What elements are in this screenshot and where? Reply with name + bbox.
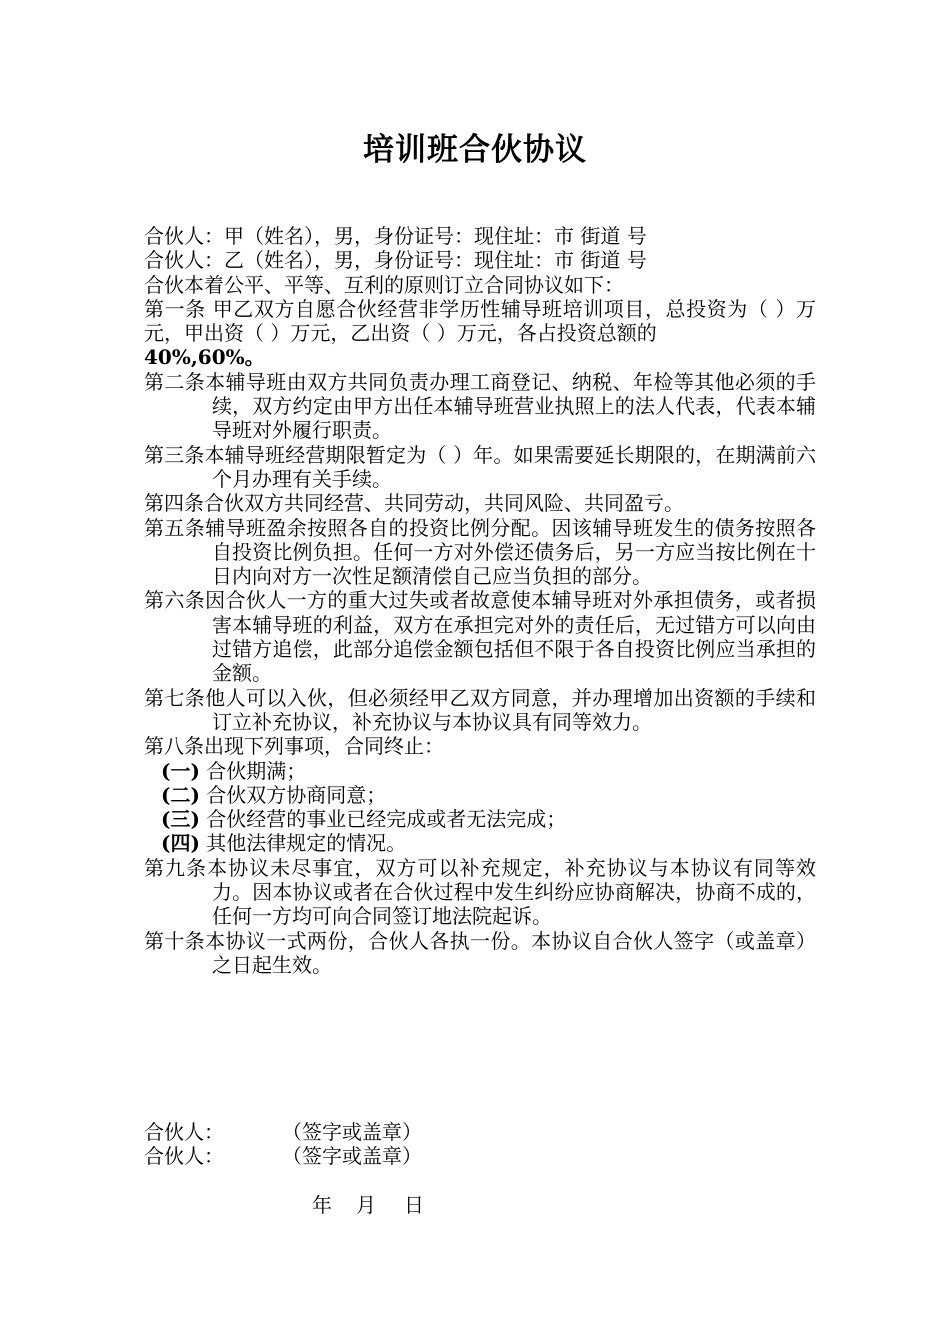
article-8-item-2 bbox=[144, 783, 816, 807]
article-7: 第七条他人可以入伙，但必须经甲乙双方同意，并办理增加出资额的手续和订立补充协议，补充协议与本协议具有同等效力。 bbox=[144, 685, 816, 734]
article-8-item-1 bbox=[144, 759, 816, 783]
article-1 bbox=[144, 297, 816, 370]
article-8-item-4 bbox=[144, 831, 816, 855]
article-2: 第二条本辅导班由双方共同负责办理工商登记、纳税、年检等其他必须的手续，双方约定由甲方出任本辅导班营业执照上的法人代表，代表本辅导班对外履行职责。 bbox=[144, 369, 816, 443]
date-year: 年 bbox=[312, 1193, 332, 1217]
date-line bbox=[312, 1193, 424, 1217]
article-8-item-1-text: 合伙期满； bbox=[199, 758, 307, 783]
article-8-item-1-num: (一) bbox=[161, 758, 200, 783]
article-8-item-3 bbox=[144, 807, 816, 831]
article-8-item-2-num: (二) bbox=[161, 782, 200, 807]
article-9: 第九条本协议未尽事宜，双方可以补充规定，补充协议与本协议有同等效力。因本协议或者在合伙过程中发生纠纷应协商解决，协商不成的，任何一方均可向合同签订地法院起诉。 bbox=[144, 855, 816, 929]
article-5: 第五条辅导班盈余按照各自的投资比例分配。因该辅导班发生的债务按照各自投资比例负担。任何一方对外偿还债务后，另一方应当按比例在十日内向对方一次性足额清偿自己应当负担的部分。 bbox=[144, 515, 816, 589]
article-8-item-2-text: 合伙双方协商同意； bbox=[199, 782, 387, 807]
article-6: 第六条因合伙人一方的重大过失或者故意使本辅导班对外承担债务，或者损害本辅导班的利益，双方在承担完对外的责任后，无过错方可以向由过错方追偿，此部分追偿金额包括但不限于各自投资比例应当承担的金额。 bbox=[144, 588, 816, 686]
signature-label-1: 合伙人： bbox=[144, 1120, 224, 1144]
document-title: 培训班合伙协议 bbox=[363, 132, 587, 168]
article-8-item-3-text: 合伙经营的事业已经完成或者无法完成； bbox=[199, 807, 567, 832]
signature-row-1 bbox=[144, 1120, 422, 1144]
signature-value-2: （签字或盖章） bbox=[282, 1144, 422, 1169]
signature-value-1: （签字或盖章） bbox=[282, 1120, 422, 1144]
signature-row-2 bbox=[144, 1144, 422, 1168]
partner-a-line: 合伙人：甲（姓名），男，身份证号：现住址：市 街道 号 bbox=[144, 224, 647, 248]
article-8-item-3-num: (三) bbox=[161, 807, 200, 832]
article-8-item-4-num: (四) bbox=[161, 831, 200, 856]
signature-block bbox=[144, 1120, 422, 1169]
article-3: 第三条本辅导班经营期限暂定为（ ）年。如果需要延长期限的，在期满前六个月办理有关手续。 bbox=[144, 442, 816, 491]
article-10: 第十条本协议一式两份，合伙人各执一份。本协议自合伙人签字（或盖章）之日起生效。 bbox=[144, 928, 816, 977]
article-8: 第八条出现下列事项，合同终止： bbox=[144, 734, 444, 759]
article-1-ratio: 40%,60%。 bbox=[144, 345, 265, 370]
date-month: 月 bbox=[356, 1193, 376, 1217]
preamble-line: 合伙本着公平、平等、互利的原则订立合同协议如下： bbox=[144, 272, 624, 297]
article-1-text: 第一条 甲乙双方自愿合伙经营非学历性辅导班培训项目，总投资为（ ）万元，甲出资（ ）万元，乙出资（ ）万元，各占投资总额的 bbox=[144, 296, 816, 346]
article-4: 第四条合伙双方共同经营、共同劳动，共同风险、共同盈亏。 bbox=[144, 491, 684, 516]
date-day: 日 bbox=[404, 1193, 424, 1217]
partner-b-line: 合伙人：乙（姓名），男，身份证号：现住址：市 街道 号 bbox=[144, 248, 647, 273]
signature-label-2: 合伙人： bbox=[144, 1144, 224, 1169]
article-8-item-4-text: 其他法律规定的情况。 bbox=[199, 831, 407, 856]
agreement-body bbox=[144, 224, 816, 977]
